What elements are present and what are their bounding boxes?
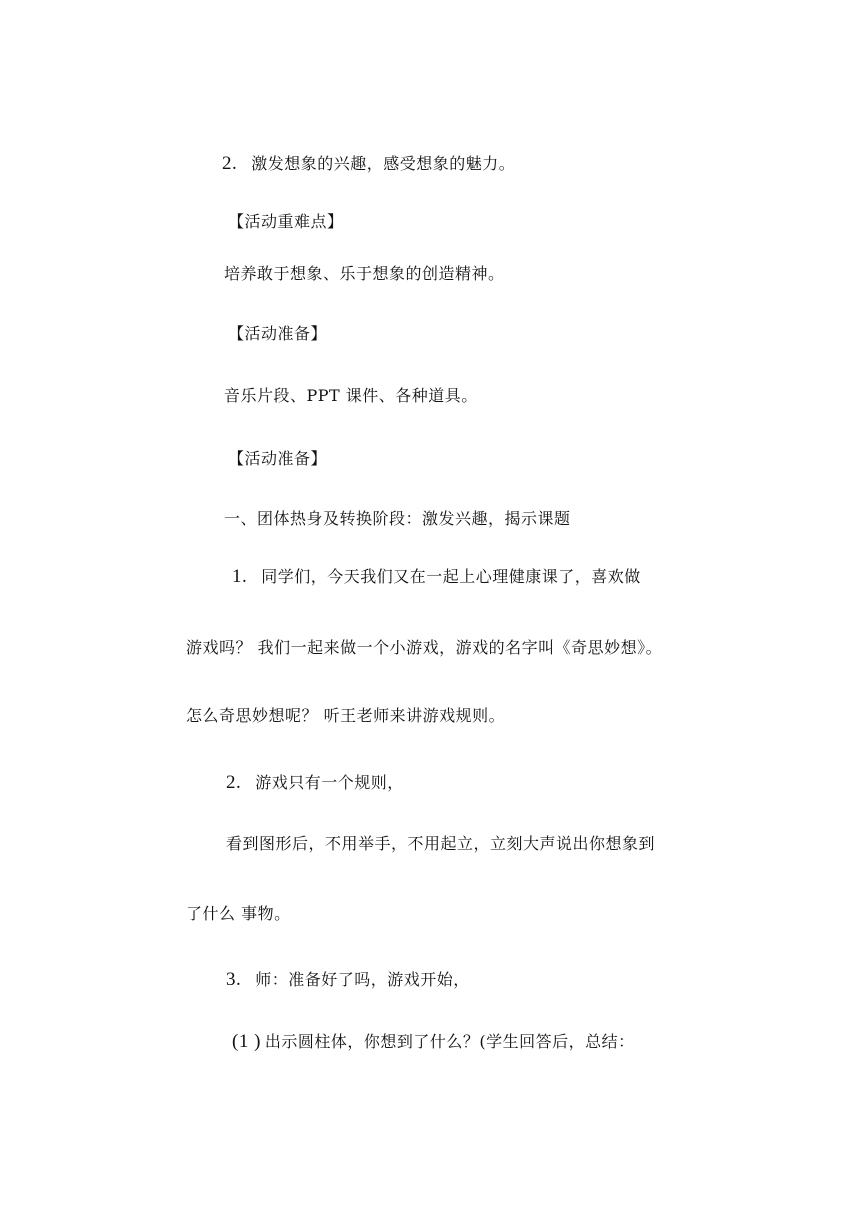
key-points-text: 培养敢于想象、乐于想象的创造精神。 <box>224 264 505 283</box>
stage-1-title: 一、团体热身及转换阶段：激发兴趣，揭示课题 <box>224 509 571 528</box>
step-3-number: 3. <box>226 969 242 990</box>
step-1-line-1 <box>232 567 641 587</box>
objective-item-2-text: 激发想象的兴趣，感受想象的魅力。 <box>251 154 516 173</box>
step-1-line-2: 游戏吗？ 我们一起来做一个小游戏，游戏的名字叫《奇思妙想》。 <box>186 638 663 657</box>
step-1-text: 同学们，今天我们又在一起上心理健康课了，喜欢做 <box>261 567 641 586</box>
step-2-number: 2. <box>226 772 242 793</box>
step-2-text: 游戏只有一个规则， <box>255 773 404 792</box>
objective-item-2 <box>222 154 515 174</box>
step-2-line-3: 了什么 事物。 <box>186 904 291 923</box>
preparation-text: 音乐片段、PPT 课件、各种道具。 <box>224 386 478 405</box>
process-heading: 【活动准备】 <box>228 449 328 468</box>
step-3-text: 师：准备好了吗，游戏开始， <box>255 970 470 989</box>
step-1-line-3: 怎么奇思妙想呢？ 听王老师来讲游戏规则。 <box>186 706 506 725</box>
step-1-number: 1. <box>232 566 248 587</box>
sub-item-1-text: 出示圆柱体，你想到了什么？(学生回答后，总结： <box>264 1032 635 1051</box>
step-3-line-1 <box>226 970 470 990</box>
step-2-line-2: 看到图形后，不用举手，不用起立，立刻大声说出你想象到 <box>226 834 656 853</box>
sub-item-1-number: (1 ) <box>232 1031 261 1052</box>
objective-item-2-number: 2. <box>222 153 238 174</box>
step-2-line-1 <box>226 773 404 793</box>
sub-item-1 <box>232 1032 635 1052</box>
key-points-heading: 【活动重难点】 <box>228 212 344 231</box>
preparation-heading: 【活动准备】 <box>228 324 328 343</box>
